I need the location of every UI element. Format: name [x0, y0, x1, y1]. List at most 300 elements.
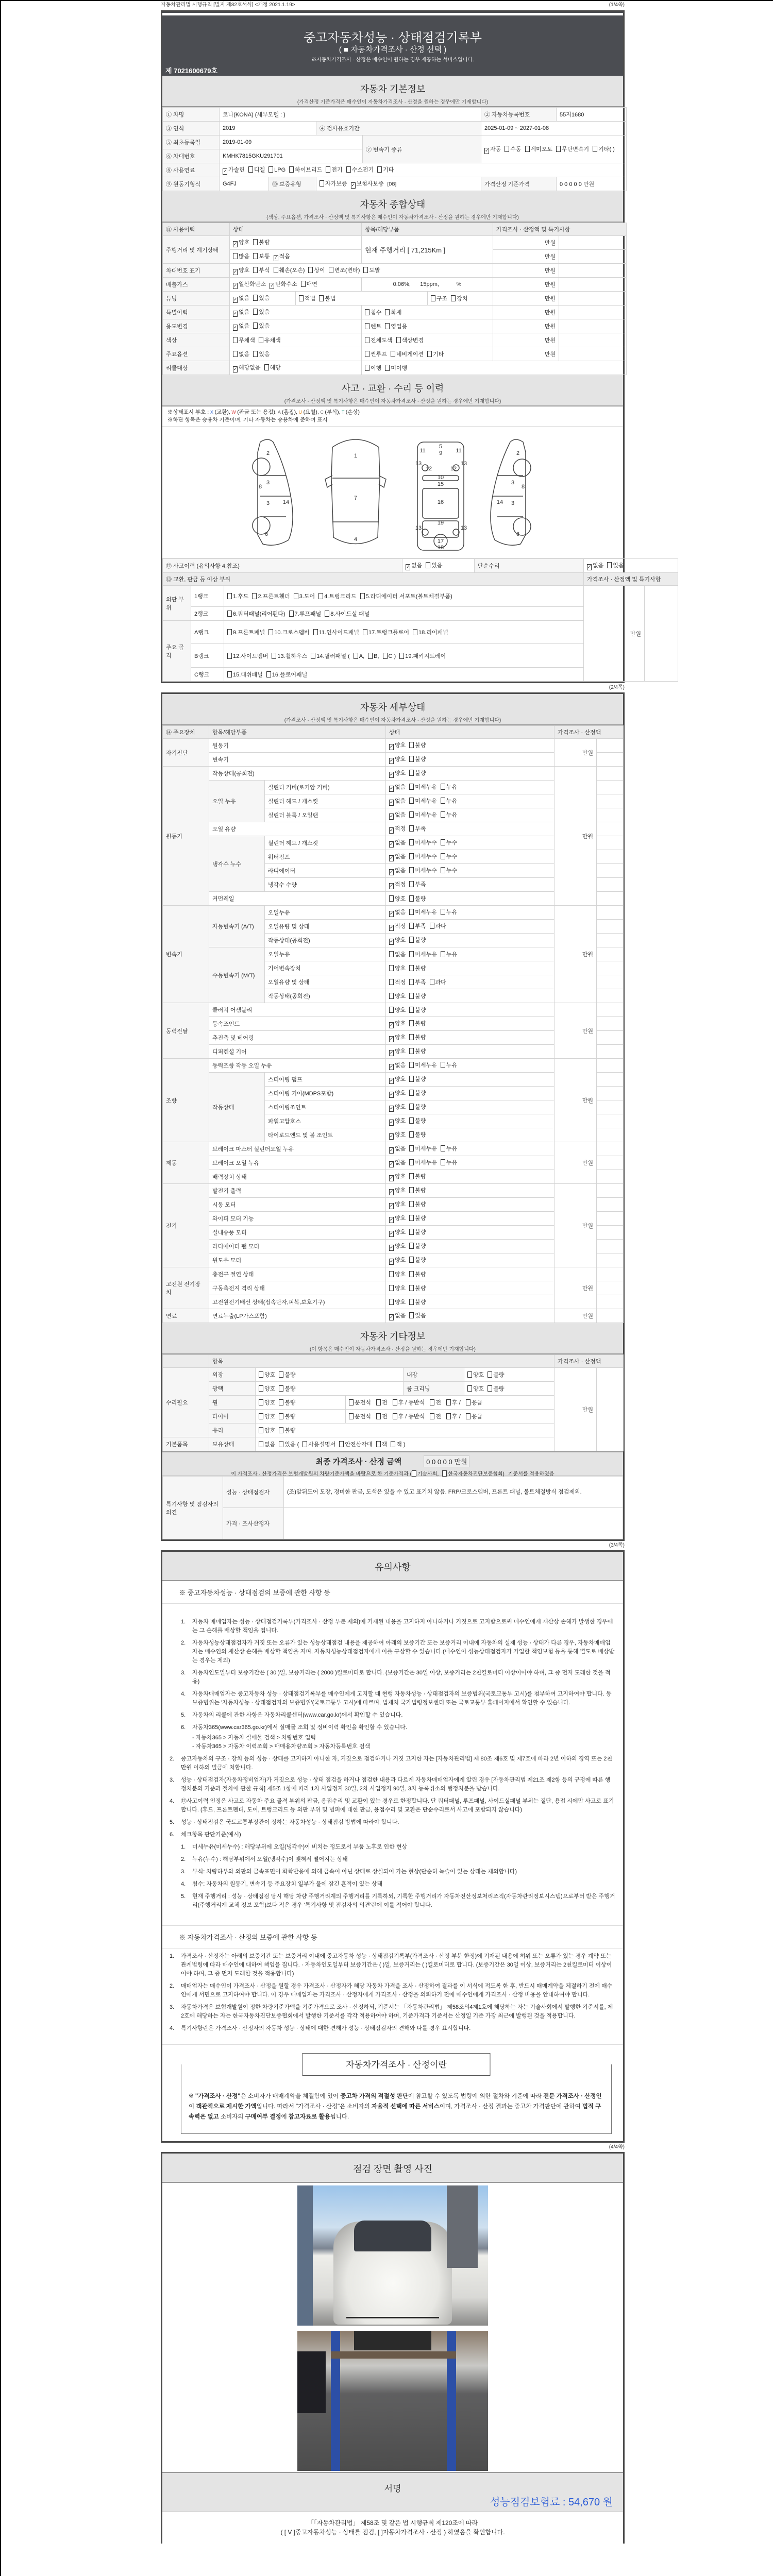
checkbox-option[interactable] — [409, 1146, 437, 1152]
checkbox-option[interactable] — [227, 594, 248, 600]
checked-box-icon: ✓ — [390, 827, 394, 833]
option-label: 18.리어패널 — [418, 630, 448, 636]
price-note — [597, 781, 624, 794]
checkbox-option[interactable] — [409, 854, 437, 860]
checkbox-option[interactable] — [409, 826, 426, 832]
checkbox-option[interactable] — [259, 1400, 275, 1406]
checkbox-option[interactable] — [351, 181, 384, 187]
group-label: 연료 — [163, 1309, 209, 1323]
checkbox-option[interactable] — [389, 1215, 406, 1222]
checkbox-option[interactable] — [409, 965, 426, 972]
checkbox-option[interactable] — [409, 1048, 426, 1055]
checkbox-option[interactable] — [409, 770, 426, 776]
checkbox-option[interactable] — [311, 653, 350, 659]
item-label: 구동축전지 격리 상태 — [209, 1281, 386, 1295]
checkbox-option[interactable] — [253, 240, 270, 246]
checkbox-option[interactable] — [279, 1372, 295, 1378]
checkbox-option[interactable] — [409, 979, 426, 986]
legend-text: (손상) — [345, 409, 360, 415]
checkbox-option[interactable] — [313, 630, 359, 636]
checkbox-option[interactable] — [505, 146, 521, 152]
checkbox-option[interactable] — [389, 1160, 406, 1166]
checkbox-option[interactable] — [326, 167, 342, 173]
checkbox-option[interactable] — [233, 337, 255, 344]
checkbox-option[interactable] — [409, 1272, 426, 1278]
checkbox-option[interactable] — [259, 1372, 275, 1378]
checkbox-option[interactable] — [308, 267, 325, 274]
checkbox-option[interactable] — [409, 1229, 426, 1235]
checkbox-option[interactable] — [325, 611, 369, 617]
info-text-segment: 은 소비자가 매매계약을 체결함에 있어 — [240, 2093, 341, 2099]
checkbox-option[interactable] — [389, 1299, 406, 1306]
checkbox-option[interactable] — [389, 854, 406, 860]
checkbox-option[interactable] — [393, 1414, 427, 1420]
checkbox-option[interactable] — [409, 1090, 426, 1096]
signature-title: 서명 — [384, 2484, 401, 2494]
option-label: 5.라디에이터 서포트(볼트체결부품) — [365, 594, 452, 600]
checkbox-option[interactable] — [409, 1160, 437, 1166]
price-note — [597, 1198, 624, 1212]
checkbox-option[interactable] — [409, 952, 437, 958]
item-text: 자동차가격은 보험개발원이 정한 차량기준가액을 기준가격으로 조사 · 산정하되, 기준서는 「자동차관리법」 제58조의4제1호에 해당하는 자는 기술사회에서 발행한 기준서를, 제2호에 해당하는 자는 한국자동차진단보증협회에서 발행한 기준서를 각각 적용하여야 하며, 기준가격과 기준서는 산정일 기준 가장 최근에 발행된 것을 적용합니다. — [181, 2004, 613, 2019]
checkbox-option[interactable] — [365, 351, 387, 358]
item-number: 5. — [170, 1819, 175, 1825]
checkbox-option[interactable] — [409, 937, 426, 943]
checkbox-option[interactable] — [389, 1118, 406, 1124]
checkbox-option[interactable] — [389, 812, 406, 818]
checkbox-option[interactable] — [346, 167, 374, 173]
checkbox-option[interactable] — [409, 1021, 426, 1027]
checkbox-option[interactable] — [412, 1471, 439, 1477]
checkbox-option[interactable] — [248, 167, 265, 173]
checkbox-option[interactable] — [389, 1285, 406, 1292]
checkbox-option[interactable] — [430, 1400, 443, 1406]
info-box-text — [189, 2091, 604, 2122]
checkbox-option[interactable] — [294, 594, 315, 600]
column-header: 항목/해당부품 — [362, 223, 493, 236]
checkbox-option[interactable] — [409, 1243, 426, 1249]
checkbox-option[interactable] — [389, 1021, 406, 1027]
checkbox-option[interactable] — [389, 965, 406, 972]
checkbox-option[interactable] — [466, 1400, 482, 1406]
option-label: 양호 — [395, 1215, 406, 1222]
checkbox-option[interactable] — [409, 742, 426, 749]
checkbox-option[interactable] — [426, 563, 442, 569]
checkbox-option[interactable] — [607, 563, 624, 569]
checkbox-option[interactable] — [389, 840, 406, 846]
checkbox-option[interactable] — [409, 1215, 426, 1222]
checkbox-option[interactable] — [349, 1400, 373, 1406]
checkbox-option[interactable] — [389, 993, 406, 999]
checkbox-option[interactable] — [233, 351, 249, 358]
checkbox-option[interactable] — [409, 1285, 426, 1292]
checkbox-option[interactable] — [525, 146, 553, 152]
option-label: 불량 — [415, 756, 426, 762]
checkbox-option[interactable] — [431, 296, 447, 302]
checkbox-option[interactable] — [409, 840, 437, 846]
checkbox-option[interactable] — [389, 1090, 406, 1096]
empty-box-icon — [326, 166, 330, 173]
status-options — [386, 1156, 554, 1170]
checkbox-option[interactable] — [451, 296, 467, 302]
option-label: 19.패키지트레이 — [405, 653, 446, 659]
label: 내장 — [404, 1368, 464, 1382]
checkbox-option[interactable] — [233, 240, 249, 246]
checkbox-option[interactable] — [389, 1229, 406, 1235]
checkbox-option[interactable] — [409, 756, 426, 762]
checkbox-option[interactable] — [409, 1313, 426, 1319]
checkbox-option[interactable] — [391, 351, 424, 358]
option-label: 탄화수소 — [275, 281, 297, 287]
checkbox-option[interactable] — [409, 1062, 437, 1069]
checkbox-option[interactable] — [409, 923, 426, 929]
checkbox-option[interactable] — [406, 563, 422, 569]
empty-box-icon — [325, 611, 329, 617]
checkbox-option[interactable] — [376, 1400, 389, 1406]
checkbox-option[interactable] — [409, 1104, 426, 1110]
checkbox-option[interactable] — [389, 937, 406, 943]
option-label: 침수 — [371, 310, 382, 316]
checkbox-option[interactable] — [233, 281, 266, 287]
checkbox-option[interactable] — [467, 1372, 484, 1378]
option-label: 양호 — [395, 770, 406, 776]
item-number: 3. — [181, 1670, 186, 1676]
checkbox-option[interactable] — [389, 923, 406, 929]
checkbox-option[interactable] — [279, 1400, 295, 1406]
checkbox-option[interactable] — [227, 611, 285, 617]
item-label: 실린더 커버(로커암 커버) — [265, 781, 386, 794]
price-note — [597, 1059, 624, 1073]
checkbox-option[interactable] — [389, 979, 406, 986]
checkbox-option[interactable] — [389, 1188, 406, 1194]
checkbox-option[interactable] — [268, 630, 309, 636]
checkbox-option[interactable] — [409, 1188, 426, 1194]
checkbox-option[interactable] — [252, 594, 290, 600]
checkbox-option[interactable] — [389, 770, 406, 776]
checkbox-option[interactable] — [233, 295, 249, 301]
info-text-segment: 에 참고할 수 있도록 법령에 의한 절차와 기준에 따라 — [408, 2093, 544, 2099]
price-note — [597, 1114, 624, 1128]
checkbox-option[interactable] — [446, 1414, 462, 1420]
checkbox-option[interactable] — [484, 146, 501, 152]
empty-box-icon — [409, 1187, 414, 1193]
checkbox-option[interactable] — [409, 1035, 426, 1041]
checkbox-option[interactable] — [409, 812, 437, 818]
price-note — [597, 1017, 624, 1031]
notes-heading: ※ 자동차가격조사 · 산정의 보증에 관한 사항 등 — [162, 1925, 623, 1948]
status-options — [386, 1184, 554, 1198]
checkbox-option[interactable] — [556, 146, 589, 152]
current-mileage: 현재 주행거리 [ 71,215Km ] — [362, 236, 493, 264]
checkbox-option[interactable] — [389, 1104, 406, 1110]
item-text: 현재 주행거리 : 성능 · 상태점검 당시 해당 차량 주행거리계의 주행거리를 기록하되, 기록한 주행거리가 자동차전산정보처리조직(자동차관리정보시스템)으로부터 받은 주행거리(주행거리계 교체 정보 포함)보다 적은 경우 '특기사항 및 점검자의 의견'란에 이를 적어야 합니다. — [192, 1893, 615, 1908]
checkbox-option[interactable] — [279, 1428, 295, 1434]
checkbox-option[interactable] — [227, 630, 265, 636]
checkbox-option[interactable] — [409, 784, 437, 790]
item-text: 가격조사 · 산정자는 아래의 보증기간 또는 보증거리 이내에 중고자동차 성능 · 상태점검기록부(가격조사 · 산정 부분 한정)에 기재된 내용에 허위 또는 오류가 있는 경우 계약 또는 관계법령에 따라 매수인에 대하여 책임을 집니다. · 자동차인도일부터 보증기간은 ( )일, 보증거리는 ( )킬로미터로 합니다. (보증기간은 30일 이상, 보증거리는 2천킬로미터 이상이어야 하며, 그 중 먼저 도래한 것을 적용합니다) — [181, 1953, 612, 1977]
checkbox-option[interactable] — [430, 923, 446, 929]
checkbox-option[interactable] — [488, 1372, 504, 1378]
option-label: 후 / 동반석 — [398, 1414, 427, 1420]
option-label: 불량 — [493, 1386, 505, 1392]
checkbox-option[interactable] — [253, 323, 270, 329]
empty-box-icon — [294, 593, 298, 599]
item-text: 자동차매매업자는 중고자동차 성능 · 상태점검기록부를 매수인에게 고지할 때 현행 자동차성능 · 상태점검자의 보증범위(국토교통부 고시)를 첨부하여 고지하여야 합니다. 동 보증범위는 '자동차성능 · 상태점검자의 보증범위'(국토교통부 고시)에 따르며, 법제처 국가법령정보센터 또는 국토교통부 홈페이지에서 확인할 수 있습니다. — [192, 1691, 612, 1706]
checkbox-option[interactable] — [383, 653, 396, 659]
checkbox-option[interactable] — [389, 909, 406, 916]
checkbox-option[interactable] — [409, 1007, 426, 1013]
standard-options — [412, 1471, 508, 1477]
checkbox-option[interactable] — [389, 826, 406, 832]
checkbox-option[interactable] — [259, 1386, 275, 1392]
checkbox-option[interactable] — [274, 253, 290, 260]
checkbox-option[interactable] — [441, 840, 457, 846]
item-text: 중고자동차의 구조 · 장치 등의 성능 · 상태를 고지하지 아니한 자, 거짓으로 점검하거나 거짓 고지한 자는 [자동차관리법] 제 80조 제6호 및 제7호에 따라 2년 이하의 징역 또는 2천만원 이하의 벌금에 처합니다. — [181, 1756, 613, 1771]
checkbox-option[interactable] — [233, 365, 261, 371]
checkbox-option[interactable] — [363, 267, 380, 274]
checkbox-option[interactable] — [399, 653, 446, 659]
status-options — [386, 1017, 554, 1031]
checkbox-option[interactable] — [441, 1160, 457, 1166]
checkbox-option[interactable] — [389, 1313, 406, 1319]
info-text-segment: 이며, 가격조사 · 산정 결과는 중고차 가격판단에 관하여 — [439, 2104, 582, 2110]
checkbox-option[interactable] — [376, 1414, 389, 1420]
checkbox-option[interactable] — [272, 653, 307, 659]
checkbox-option[interactable] — [329, 267, 360, 274]
checkbox-option[interactable] — [360, 594, 452, 600]
checkbox-option[interactable] — [409, 1299, 426, 1306]
checkbox-option[interactable] — [446, 1400, 462, 1406]
wheel-position — [346, 1396, 554, 1410]
checkbox-option[interactable] — [253, 309, 270, 315]
option-label: 불량 — [415, 742, 426, 749]
empty-box-icon — [412, 1470, 416, 1477]
checkbox-option[interactable] — [409, 896, 426, 902]
checkbox-option[interactable] — [467, 1386, 484, 1392]
checkbox-option[interactable] — [389, 1132, 406, 1138]
option-label: 없음 — [395, 952, 406, 958]
checkbox-option[interactable] — [233, 253, 249, 260]
price-note — [597, 1309, 624, 1323]
checkbox-option[interactable] — [270, 281, 297, 287]
empty-box-icon — [441, 1145, 445, 1151]
checkbox-option[interactable] — [318, 594, 356, 600]
checkbox-option[interactable] — [253, 351, 270, 358]
checkbox-option[interactable] — [409, 1257, 426, 1263]
checkbox-option[interactable] — [389, 1201, 406, 1208]
checkbox-option[interactable] — [365, 337, 393, 344]
checkbox-option[interactable] — [264, 365, 281, 371]
item-number: 1. — [181, 1619, 186, 1625]
page-2 — [161, 692, 625, 1541]
option-label: 누수 — [446, 840, 458, 846]
checkbox-option[interactable] — [233, 267, 249, 274]
unit: 만원 — [554, 1003, 597, 1059]
checkbox-option[interactable] — [223, 167, 245, 173]
vin-mark-options — [230, 264, 493, 278]
checkbox-option[interactable] — [227, 653, 268, 659]
checkbox-option[interactable] — [389, 952, 406, 958]
checkbox-option[interactable] — [409, 1132, 426, 1138]
checkbox-option[interactable] — [279, 1386, 295, 1392]
option-label: 양호 — [395, 756, 406, 762]
checkbox-option[interactable] — [442, 1471, 505, 1477]
empty-box-icon — [427, 351, 432, 357]
checkbox-option[interactable] — [488, 1386, 504, 1392]
checkbox-option[interactable] — [339, 1442, 372, 1448]
checkbox-option[interactable] — [363, 630, 409, 636]
checkbox-option[interactable] — [389, 1272, 406, 1278]
page-3 — [161, 1550, 625, 2143]
checkbox-option[interactable] — [279, 1414, 295, 1420]
checkbox-option[interactable] — [259, 1428, 275, 1434]
checkbox-option[interactable] — [233, 309, 249, 315]
checkbox-option[interactable] — [365, 324, 381, 330]
checkbox-option[interactable] — [279, 1442, 299, 1448]
checkbox-option[interactable] — [441, 812, 457, 818]
option-label: 양호 — [264, 1414, 276, 1420]
checkbox-option[interactable] — [227, 672, 263, 678]
item-text: 체크항목 판단기준(예시) — [181, 1832, 241, 1838]
checkbox-option[interactable] — [389, 784, 406, 790]
checkbox-option[interactable] — [365, 365, 381, 371]
document-header — [162, 12, 623, 76]
checkbox-option[interactable] — [253, 295, 270, 301]
checkbox-option[interactable] — [393, 1400, 427, 1406]
checkbox-option[interactable] — [466, 1414, 482, 1420]
checkbox-option[interactable] — [409, 1076, 426, 1082]
label: ⑧ 사용연료 — [163, 163, 220, 177]
checkbox-option[interactable] — [320, 181, 347, 187]
checkbox-option[interactable] — [441, 784, 457, 790]
item-text: 누유(누수) : 해당부위에서 오일(냉각수)이 맺혀서 떨어지는 상태 — [192, 1856, 348, 1862]
checkbox-option[interactable] — [389, 1062, 406, 1069]
checkbox-option[interactable] — [376, 1442, 388, 1448]
checkbox-option[interactable] — [441, 798, 457, 804]
checkbox-option[interactable] — [409, 798, 437, 804]
checkbox-option[interactable] — [385, 365, 407, 371]
checkbox-option[interactable] — [389, 896, 406, 902]
empty-box-icon — [311, 653, 315, 659]
option-label: 양호 — [395, 1021, 406, 1027]
checkbox-option[interactable] — [259, 337, 281, 344]
checkbox-option[interactable] — [385, 310, 401, 316]
checkbox-option[interactable] — [396, 337, 424, 344]
checkbox-option[interactable] — [427, 351, 444, 358]
status-options — [386, 836, 554, 850]
status-options — [386, 1212, 554, 1226]
overall-status-header — [162, 191, 623, 223]
item-number: 2. — [181, 1640, 186, 1646]
checkbox-option[interactable] — [266, 672, 307, 678]
checkbox-option[interactable] — [389, 1035, 406, 1041]
status-options — [386, 1114, 554, 1128]
empty-box-icon — [360, 593, 365, 599]
checkbox-option[interactable] — [593, 146, 615, 152]
checkbox-option[interactable] — [413, 630, 448, 636]
checkbox-option[interactable] — [441, 1146, 457, 1152]
checkbox-option[interactable] — [389, 1243, 406, 1249]
checkbox-option[interactable] — [389, 1048, 406, 1055]
checkbox-option[interactable] — [441, 952, 457, 958]
checkbox-option[interactable] — [365, 310, 381, 316]
rank-parts — [224, 607, 584, 621]
checkbox-option[interactable] — [368, 653, 379, 659]
checkbox-option[interactable] — [389, 798, 406, 804]
checkbox-option[interactable] — [409, 882, 426, 888]
checkbox-option[interactable] — [354, 653, 364, 659]
checkbox-option[interactable] — [319, 296, 335, 302]
checkbox-option[interactable] — [389, 1174, 406, 1180]
checkbox-option[interactable] — [441, 909, 457, 916]
checkbox-option[interactable] — [377, 167, 394, 173]
checkbox-option[interactable] — [441, 868, 457, 874]
checkbox-option[interactable] — [391, 1442, 405, 1448]
document — [161, 1, 661, 2544]
checkbox-option[interactable] — [349, 1414, 373, 1420]
checkbox-option[interactable] — [385, 324, 407, 330]
empty-box-icon — [279, 1385, 283, 1392]
option-label: 11.인사이드패널 — [318, 630, 359, 636]
checkbox-option[interactable] — [233, 323, 249, 329]
checkbox-option[interactable] — [430, 1414, 443, 1420]
option-label: 있음 — [613, 563, 624, 569]
checkbox-option[interactable] — [253, 267, 270, 274]
status-options — [386, 1267, 554, 1281]
checkbox-option[interactable] — [389, 1007, 406, 1013]
checkbox-option[interactable] — [274, 267, 305, 274]
checkbox-option[interactable] — [587, 563, 603, 569]
checked-box-icon: ✓ — [233, 283, 238, 288]
checkbox-option[interactable] — [389, 1146, 406, 1152]
empty-box-icon — [556, 146, 561, 152]
checkbox-option[interactable] — [389, 1257, 406, 1263]
checkbox-option[interactable] — [259, 1442, 275, 1448]
checkbox-option[interactable] — [389, 882, 406, 888]
empty-box-icon — [365, 365, 369, 371]
checkbox-option[interactable] — [253, 253, 270, 260]
checkbox-option[interactable] — [268, 167, 285, 173]
checkbox-option[interactable] — [409, 1174, 426, 1180]
checkbox-option[interactable] — [301, 281, 317, 287]
checkbox-option[interactable] — [389, 1076, 406, 1082]
option-label: 없음 — [239, 309, 250, 315]
checkbox-option[interactable] — [441, 1062, 457, 1069]
option-label: 불량 — [284, 1372, 296, 1378]
color-kind — [362, 333, 493, 347]
checkbox-option[interactable] — [259, 1414, 275, 1420]
label: 기본품목 — [163, 1437, 209, 1451]
checkbox-option[interactable] — [409, 1118, 426, 1124]
checkbox-option[interactable] — [289, 167, 322, 173]
checkbox-option[interactable] — [299, 296, 315, 302]
recall-kind — [362, 361, 627, 375]
checkbox-option[interactable] — [389, 756, 406, 762]
checkbox-option[interactable] — [409, 1201, 426, 1208]
checkbox-option[interactable] — [409, 868, 437, 874]
checkbox-option[interactable] — [303, 1442, 335, 1448]
checkbox-option[interactable] — [289, 611, 322, 617]
option-label: 부족 — [415, 923, 426, 929]
checkbox-option[interactable] — [441, 854, 457, 860]
checkbox-option[interactable] — [389, 742, 406, 749]
checkbox-option[interactable] — [389, 868, 406, 874]
page-number: (3/4쪽) — [609, 1543, 625, 1548]
checkbox-option[interactable] — [409, 909, 437, 916]
checkbox-option[interactable] — [430, 979, 446, 986]
checkbox-option[interactable] — [409, 993, 426, 999]
empty-box-icon — [446, 1413, 451, 1419]
